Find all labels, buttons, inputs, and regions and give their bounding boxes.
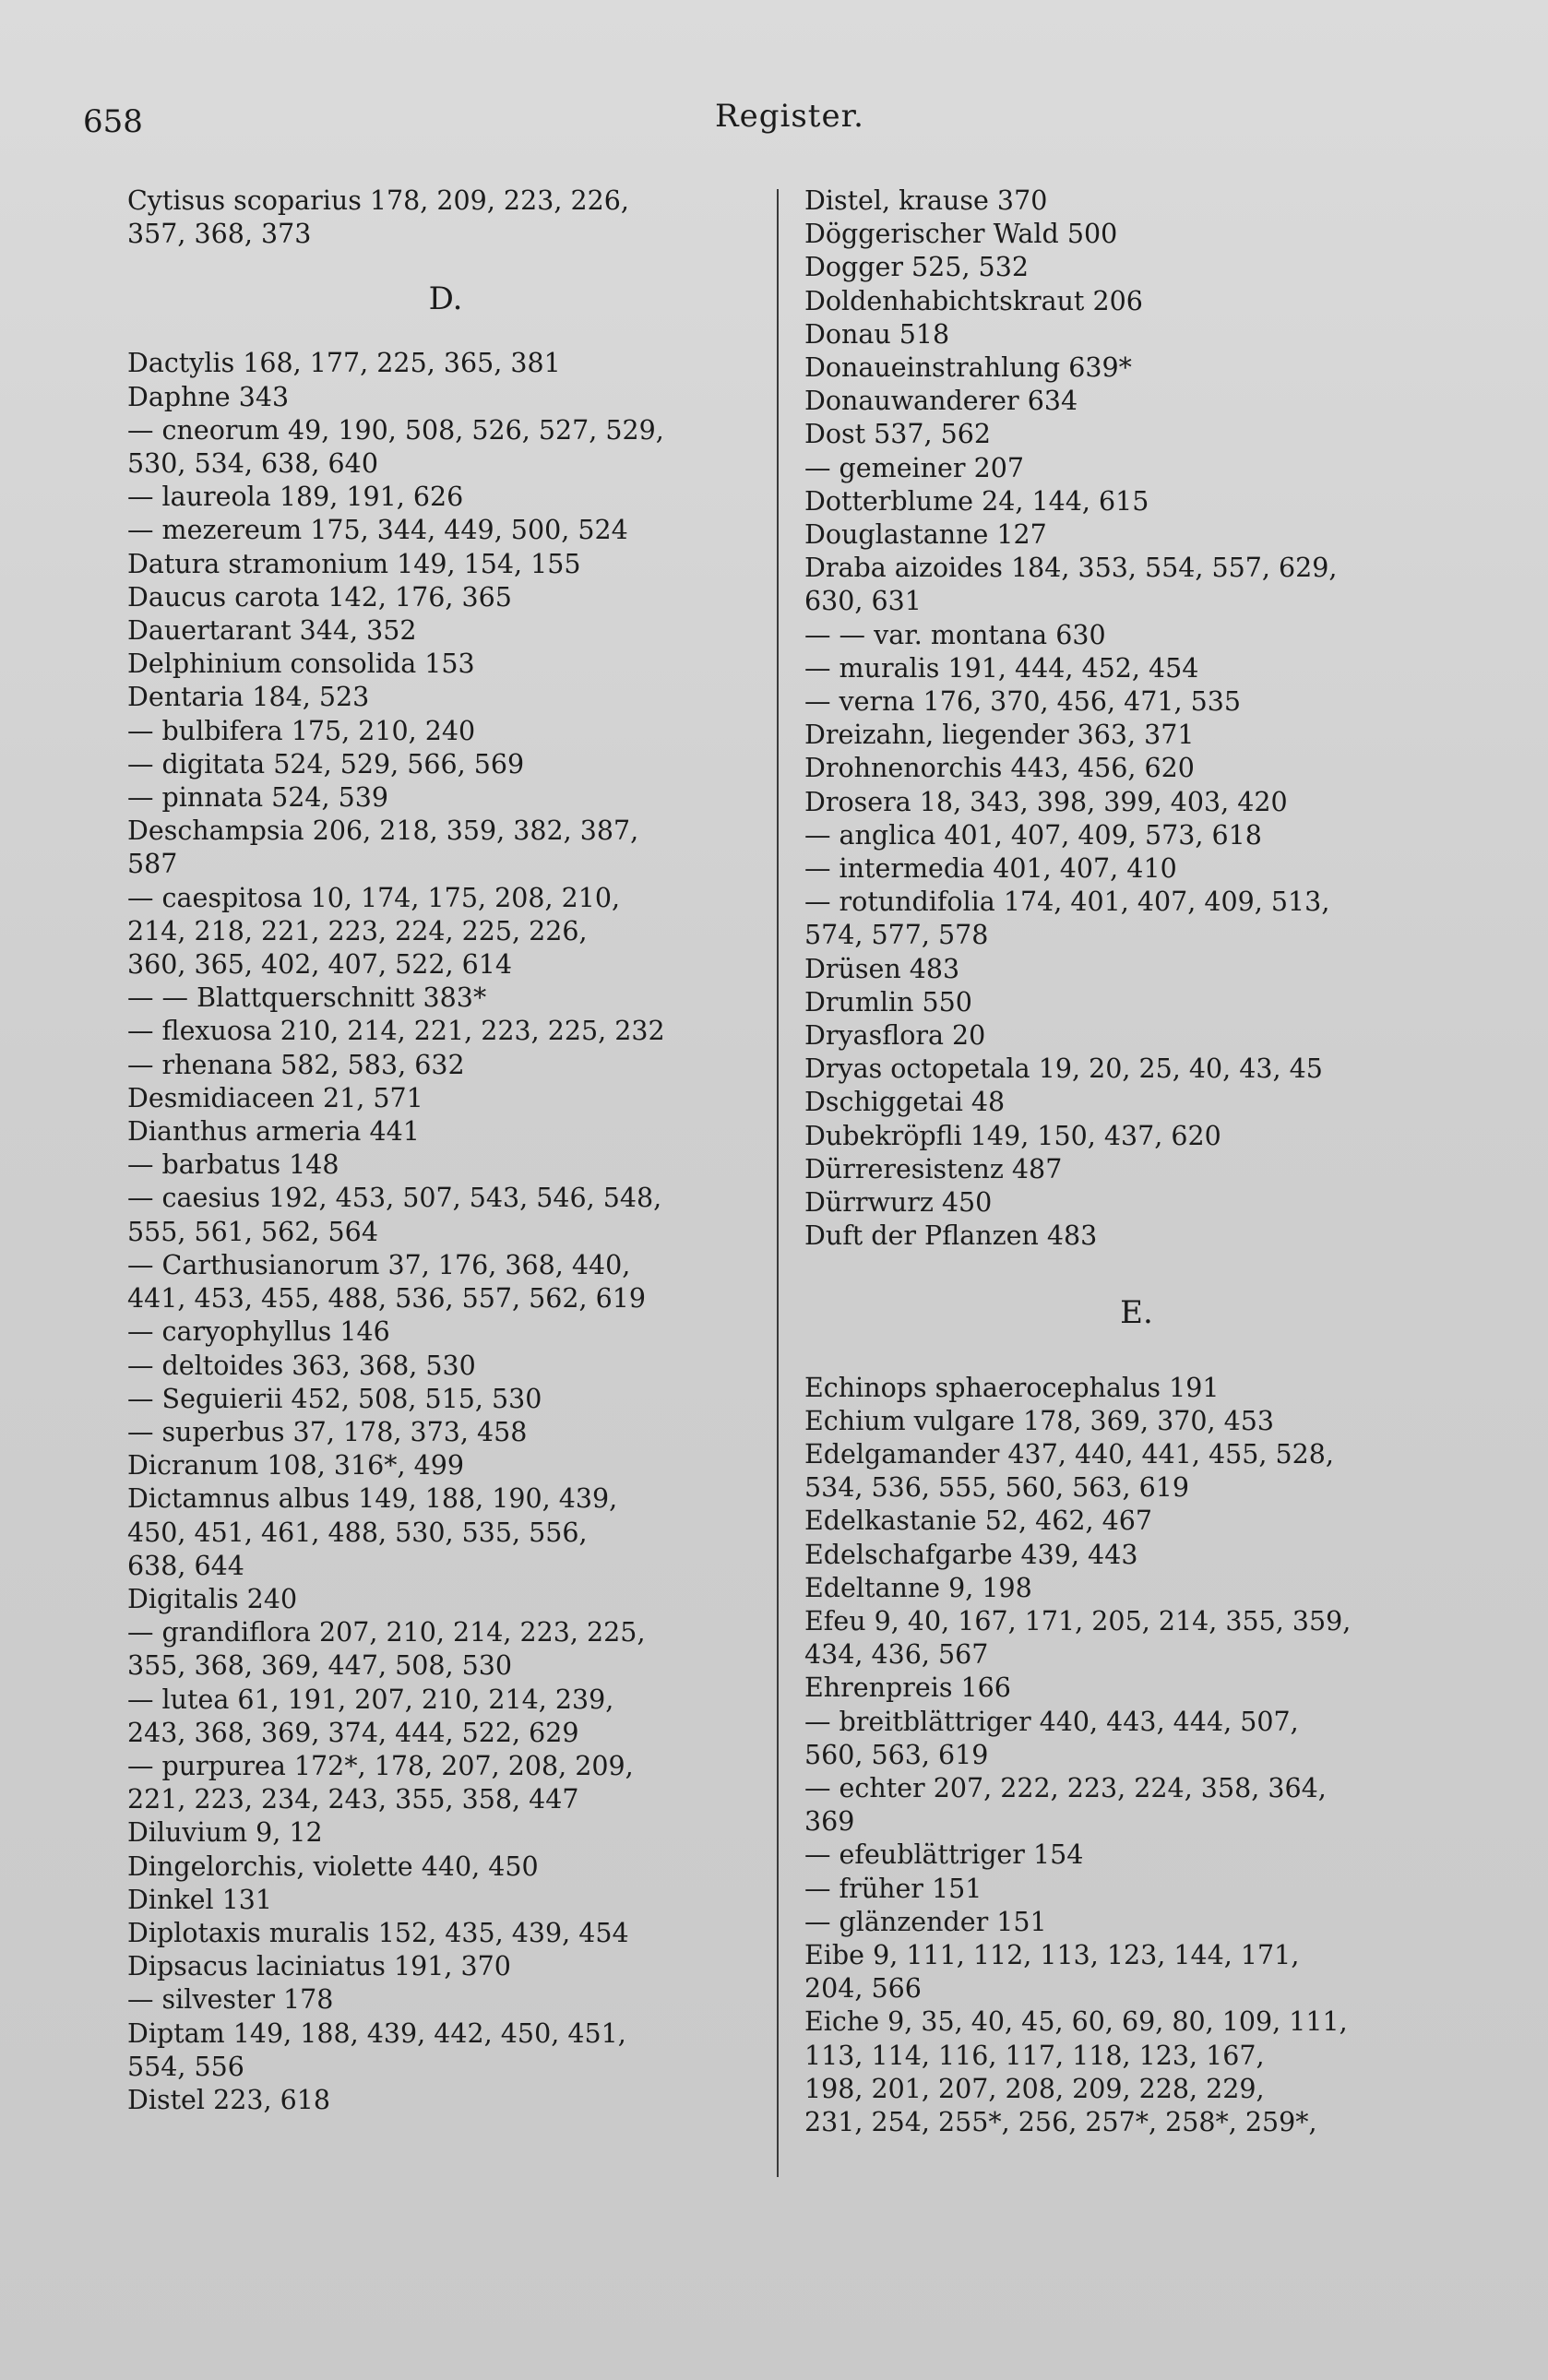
- index-entry: Eiche 9, 35, 40, 45, 60, 69, 80, 109, 111,: [804, 2006, 1348, 2038]
- index-entry: — superbus 37, 178, 373, 458: [127, 1416, 528, 1447]
- index-entry: — rotundifolia 174, 401, 407, 409, 513,: [804, 887, 1330, 918]
- index-entry: Edelgamander 437, 440, 441, 455, 528,: [804, 1438, 1334, 1470]
- index-entry: — silvester 178: [127, 1984, 334, 2016]
- index-entry: — anglica 401, 407, 409, 573, 618: [804, 819, 1262, 851]
- index-entry: 113, 114, 116, 117, 118, 123, 167,: [804, 2040, 1265, 2071]
- index-entry: Echium vulgare 178, 369, 370, 453: [804, 1405, 1274, 1436]
- index-entry: Drosera 18, 343, 398, 399, 403, 420: [804, 786, 1288, 817]
- left-top-entries: [127, 184, 764, 251]
- index-entry: — intermedia 401, 407, 410: [804, 853, 1177, 885]
- index-entry: Dost 537, 562: [804, 419, 992, 450]
- index-entry: — deltoides 363, 368, 530: [127, 1350, 476, 1381]
- index-entry: Dipsacus laciniatus 191, 370: [127, 1951, 511, 1982]
- index-entry: Dictamnus albus 149, 188, 190, 439,: [127, 1483, 618, 1515]
- index-entry: Dianthus armeria 441: [127, 1116, 420, 1148]
- index-entry: 530, 534, 638, 640: [127, 448, 378, 480]
- index-entry: 360, 365, 402, 407, 522, 614: [127, 949, 512, 981]
- index-entry: Digitalis 240: [127, 1583, 298, 1614]
- index-entry: — breitblättriger 440, 443, 444, 507,: [804, 1706, 1299, 1737]
- index-entry: — Seguierii 452, 508, 515, 530: [127, 1383, 542, 1414]
- index-entry: — muralis 191, 444, 452, 454: [804, 652, 1199, 684]
- index-entry: Desmidiaceen 21, 571: [127, 1082, 423, 1113]
- index-entry: 221, 223, 234, 243, 355, 358, 447: [127, 1784, 579, 1815]
- index-entry: — efeublättriger 154: [804, 1839, 1084, 1871]
- index-entry: — flexuosa 210, 214, 221, 223, 225, 232: [127, 1016, 665, 1047]
- index-entry: Deschampsia 206, 218, 359, 382, 387,: [127, 815, 639, 847]
- column-divider: [777, 189, 779, 2177]
- index-entry: 630, 631: [804, 586, 922, 617]
- index-entry: 574, 577, 578: [804, 920, 989, 951]
- index-entry: Donau 518: [804, 318, 950, 350]
- index-entry: Eibe 9, 111, 112, 113, 123, 144, 171,: [804, 1939, 1300, 1970]
- right-d-entries: [804, 184, 1469, 1254]
- index-entry: — echter 207, 222, 223, 224, 358, 364,: [804, 1772, 1327, 1803]
- index-entry: Dürrwurz 450: [804, 1187, 993, 1219]
- index-entry: — caespitosa 10, 174, 175, 208, 210,: [127, 882, 621, 913]
- index-entry: Doldenhabichtskraut 206: [804, 285, 1143, 316]
- index-entry: — caesius 192, 453, 507, 543, 546, 548,: [127, 1183, 662, 1214]
- left-index-column: [127, 184, 764, 2117]
- index-entry: — — Blattquerschnitt 383*: [127, 982, 487, 1014]
- index-entry: — caryophyllus 146: [127, 1316, 390, 1348]
- index-entry: — laureola 189, 191, 626: [127, 482, 464, 513]
- index-entry: 355, 368, 369, 447, 508, 530: [127, 1650, 512, 1682]
- index-entry: — — var. montana 630: [804, 619, 1106, 650]
- index-entry: Döggerischer Wald 500: [804, 219, 1118, 250]
- index-entry: Cytisus scoparius 178, 209, 223, 226,: [127, 185, 629, 216]
- index-entry: Draba aizoides 184, 353, 554, 557, 629,: [804, 553, 1338, 584]
- index-entry: — rhenana 582, 583, 632: [127, 1049, 465, 1080]
- index-entry: Daphne 343: [127, 381, 290, 412]
- index-entry: Donaueinstrahlung 639*: [804, 352, 1132, 384]
- index-entry: Diplotaxis muralis 152, 435, 439, 454: [127, 1917, 629, 1948]
- index-entry: — pinnata 524, 539: [127, 782, 389, 814]
- running-head: Register.: [715, 98, 864, 135]
- index-entry: Dreizahn, liegender 363, 371: [804, 720, 1195, 751]
- index-entry: Echinops sphaerocephalus 191: [804, 1372, 1220, 1403]
- index-entry: 587: [127, 849, 178, 880]
- index-entry: 243, 368, 369, 374, 444, 522, 629: [127, 1717, 579, 1748]
- index-entry: Drohnenorchis 443, 456, 620: [804, 753, 1195, 784]
- index-entry: Duft der Pflanzen 483: [804, 1220, 1098, 1252]
- index-entry: 369: [804, 1806, 855, 1838]
- index-entry: Dürreresistenz 487: [804, 1153, 1063, 1184]
- index-entry: 450, 451, 461, 488, 530, 535, 556,: [127, 1517, 588, 1548]
- index-entry: 441, 453, 455, 488, 536, 557, 562, 619: [127, 1283, 647, 1315]
- index-entry: — bulbifera 175, 210, 240: [127, 715, 476, 746]
- index-entry: Dentaria 184, 523: [127, 682, 370, 713]
- index-entry: 560, 563, 619: [804, 1739, 989, 1770]
- index-entry: 434, 436, 567: [804, 1639, 989, 1671]
- index-entry: 357, 368, 373: [127, 219, 312, 250]
- index-entry: Daucus carota 142, 176, 365: [127, 581, 512, 613]
- index-entry: — barbatus 148: [127, 1149, 339, 1181]
- index-entry: — glänzender 151: [804, 1906, 1047, 1937]
- index-entry: 214, 218, 221, 223, 224, 225, 226,: [127, 915, 588, 946]
- page-number: 658: [83, 103, 143, 140]
- index-entry: 198, 201, 207, 208, 209, 228, 229,: [804, 2073, 1265, 2104]
- index-entry: Drüsen 483: [804, 953, 960, 984]
- index-entry: Efeu 9, 40, 167, 171, 205, 214, 355, 359,: [804, 1605, 1352, 1636]
- index-entry: Dotterblume 24, 144, 615: [804, 485, 1149, 517]
- index-entry: Diluvium 9, 12: [127, 1817, 323, 1849]
- index-entry: Diptam 149, 188, 439, 442, 450, 451,: [127, 2017, 626, 2049]
- index-entry: Delphinium consolida 153: [127, 649, 475, 680]
- index-entry: Dubekröpfli 149, 150, 437, 620: [804, 1120, 1221, 1151]
- index-entry: Datura stramonium 149, 154, 155: [127, 548, 581, 579]
- index-entry: 204, 566: [804, 1973, 922, 2005]
- index-entry: Donauwanderer 634: [804, 386, 1078, 417]
- left-main-entries: [127, 347, 764, 2117]
- index-entry: Dicranum 108, 316*, 499: [127, 1450, 465, 1482]
- index-entry: 534, 536, 555, 560, 563, 619: [804, 1472, 1189, 1504]
- index-entry: Dauertarant 344, 352: [127, 615, 417, 647]
- index-entry: — mezereum 175, 344, 449, 500, 524: [127, 515, 628, 546]
- index-entry: — purpurea 172*, 178, 207, 208, 209,: [127, 1750, 634, 1781]
- index-entry: Dingelorchis, violette 440, 450: [127, 1850, 539, 1882]
- index-entry: Dogger 525, 532: [804, 252, 1029, 283]
- index-entry: — cneorum 49, 190, 508, 526, 527, 529,: [127, 414, 664, 446]
- index-entry: Distel, krause 370: [804, 185, 1048, 216]
- index-entry: 231, 254, 255*, 256, 257*, 258*, 259*,: [804, 2106, 1317, 2137]
- index-entry: Drumlin 550: [804, 986, 972, 1017]
- index-entry: 554, 556: [127, 2051, 244, 2082]
- right-e-entries: [804, 1372, 1469, 2140]
- index-entry: Dactylis 168, 177, 225, 365, 381: [127, 348, 561, 379]
- index-entry: Dryas octopetala 19, 20, 25, 40, 43, 45: [804, 1053, 1323, 1085]
- index-entry: Distel 223, 618: [127, 2084, 330, 2115]
- index-entry: Douglastanne 127: [804, 519, 1047, 551]
- index-entry: — lutea 61, 191, 207, 210, 214, 239,: [127, 1684, 614, 1715]
- index-entry: Dryasflora 20: [804, 1020, 986, 1052]
- index-entry: — gemeiner 207: [804, 452, 1024, 483]
- index-entry: Edelkastanie 52, 462, 467: [804, 1505, 1153, 1537]
- index-entry: — grandiflora 207, 210, 214, 223, 225,: [127, 1617, 646, 1648]
- index-entry: Ehrenpreis 166: [804, 1672, 1011, 1704]
- index-entry: — verna 176, 370, 456, 471, 535: [804, 686, 1242, 718]
- index-entry: Edeltanne 9, 198: [804, 1572, 1032, 1603]
- right-index-column: [804, 184, 1469, 2139]
- section-letter-e: E.: [1120, 1293, 1153, 1331]
- section-letter-d: D.: [428, 280, 463, 318]
- index-entry: Dschiggetai 48: [804, 1087, 1006, 1118]
- index-entry: — früher 151: [804, 1873, 982, 1904]
- index-entry: 555, 561, 562, 564: [127, 1216, 378, 1247]
- index-entry: 638, 644: [127, 1550, 244, 1581]
- index-entry: — digitata 524, 529, 566, 569: [127, 748, 525, 779]
- index-entry: Dinkel 131: [127, 1884, 273, 1915]
- index-entry: Edelschafgarbe 439, 443: [804, 1539, 1138, 1570]
- index-entry: — Carthusianorum 37, 176, 368, 440,: [127, 1249, 631, 1280]
